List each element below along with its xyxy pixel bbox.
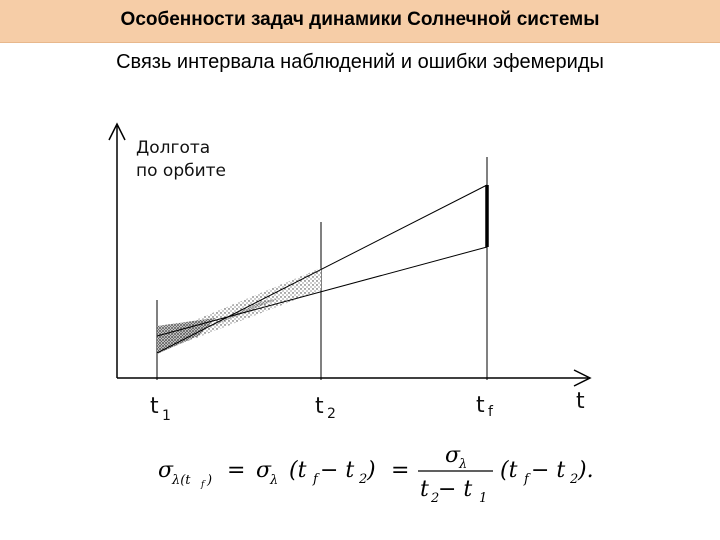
- svg-text:t: t: [315, 394, 324, 419]
- formula-factor-sub-f: f: [313, 472, 318, 487]
- svg-text:t: t: [476, 393, 485, 418]
- formula-frac-num-sigma: σ: [445, 443, 461, 468]
- formula-equals-2: =: [391, 458, 410, 483]
- svg-text:2: 2: [327, 406, 336, 422]
- formula-frac-den-sub-2: 2: [431, 491, 440, 506]
- x-axis: [117, 370, 590, 386]
- formula-factor-open: (t: [289, 458, 307, 483]
- formula-frac-num-lambda: λ: [459, 457, 468, 472]
- formula-lhs-sigma: σ: [158, 458, 174, 483]
- formula-lhs-subscript-f: f: [201, 480, 205, 490]
- formula-tail-minus: − t: [531, 458, 566, 483]
- formula-frac-den-t: t: [420, 477, 429, 502]
- y-axis: [109, 124, 125, 378]
- formula-lhs-subscript: λ(t: [172, 473, 191, 488]
- formula-lhs-subscript-close: ): [207, 473, 213, 488]
- formula-tail-close: ).: [578, 458, 594, 483]
- y-axis-label-line-2: по орбите: [136, 161, 227, 181]
- formula-frac-den-minus: − t: [438, 477, 473, 502]
- slide-title: Особенности задач динамики Солнечной системы: [120, 9, 600, 30]
- svg-text:1: 1: [162, 408, 171, 424]
- lower-extrapolation-line: [157, 247, 487, 336]
- formula-tail-sub-2: 2: [570, 472, 579, 487]
- formula-tail-open: (t: [500, 458, 518, 483]
- formula-frac-den-sub-1: 1: [479, 491, 488, 506]
- formula-sigma-2: σ: [256, 458, 272, 483]
- error-formula: [158, 443, 594, 506]
- svg-text:f: f: [488, 404, 493, 420]
- formula-equals-1: =: [227, 458, 246, 483]
- formula-tail-sub-f: f: [524, 472, 529, 487]
- formula-factor-close: ): [367, 458, 376, 483]
- t2-label: [315, 394, 336, 422]
- slide-subtitle: Связь интервала наблюдений и ошибки эфемериды: [116, 51, 604, 73]
- svg-text:t: t: [150, 394, 159, 419]
- x-axis-label: t: [576, 389, 585, 414]
- t1-label: [150, 394, 171, 424]
- tf-label: [476, 393, 494, 420]
- formula-factor-minus: − t: [320, 458, 355, 483]
- upper-extrapolation-line: [157, 185, 487, 353]
- formula-factor-sub-2: 2: [359, 472, 368, 487]
- y-axis-label-line-1: Долгота: [136, 138, 211, 158]
- formula-lambda-2: λ: [270, 473, 279, 488]
